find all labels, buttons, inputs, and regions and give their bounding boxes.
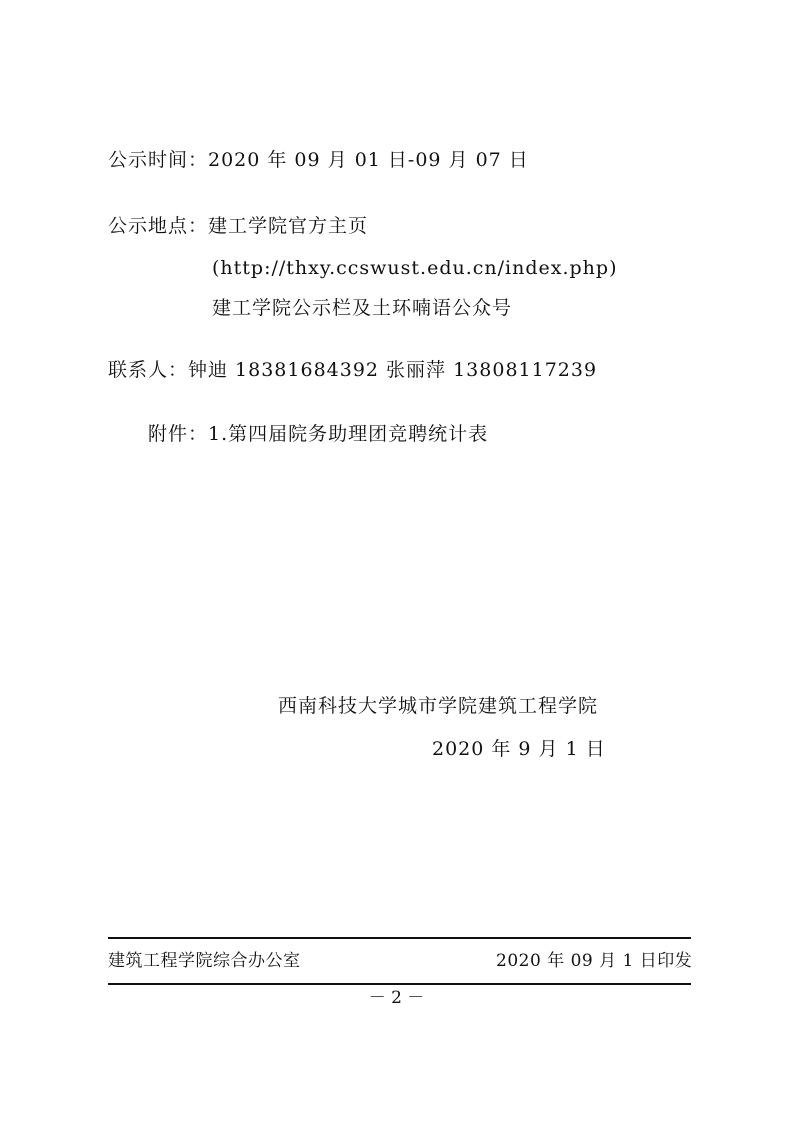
notice-place: 公示地点：建工学院官方主页 <box>108 215 369 237</box>
notice-attachment: 附件：1.第四届院务助理团竞聘统计表 <box>148 423 489 445</box>
notice-place-extra: 建工学院公示栏及土环喃语公众号 <box>212 297 513 319</box>
notice-time: 公示时间：2020 年 09 月 01 日-09 月 07 日 <box>108 149 529 171</box>
footer-issuer: 建筑工程学院综合办公室 <box>108 951 301 971</box>
page-number: － 2 － <box>368 988 425 1008</box>
footer-top-rule <box>108 937 691 939</box>
footer-issue-date: 2020 年 09 月 1 日印发 <box>496 951 693 971</box>
signature-org: 西南科技大学城市学院建筑工程学院 <box>278 695 599 717</box>
notice-place-url: (http://thxy.ccswust.edu.cn/index.php) <box>212 257 618 279</box>
signature-date: 2020 年 9 月 1 日 <box>432 738 606 760</box>
notice-contact: 联系人：钟迪 18381684392 张丽萍 13808117239 <box>108 359 598 381</box>
footer-bottom-rule <box>108 983 691 985</box>
